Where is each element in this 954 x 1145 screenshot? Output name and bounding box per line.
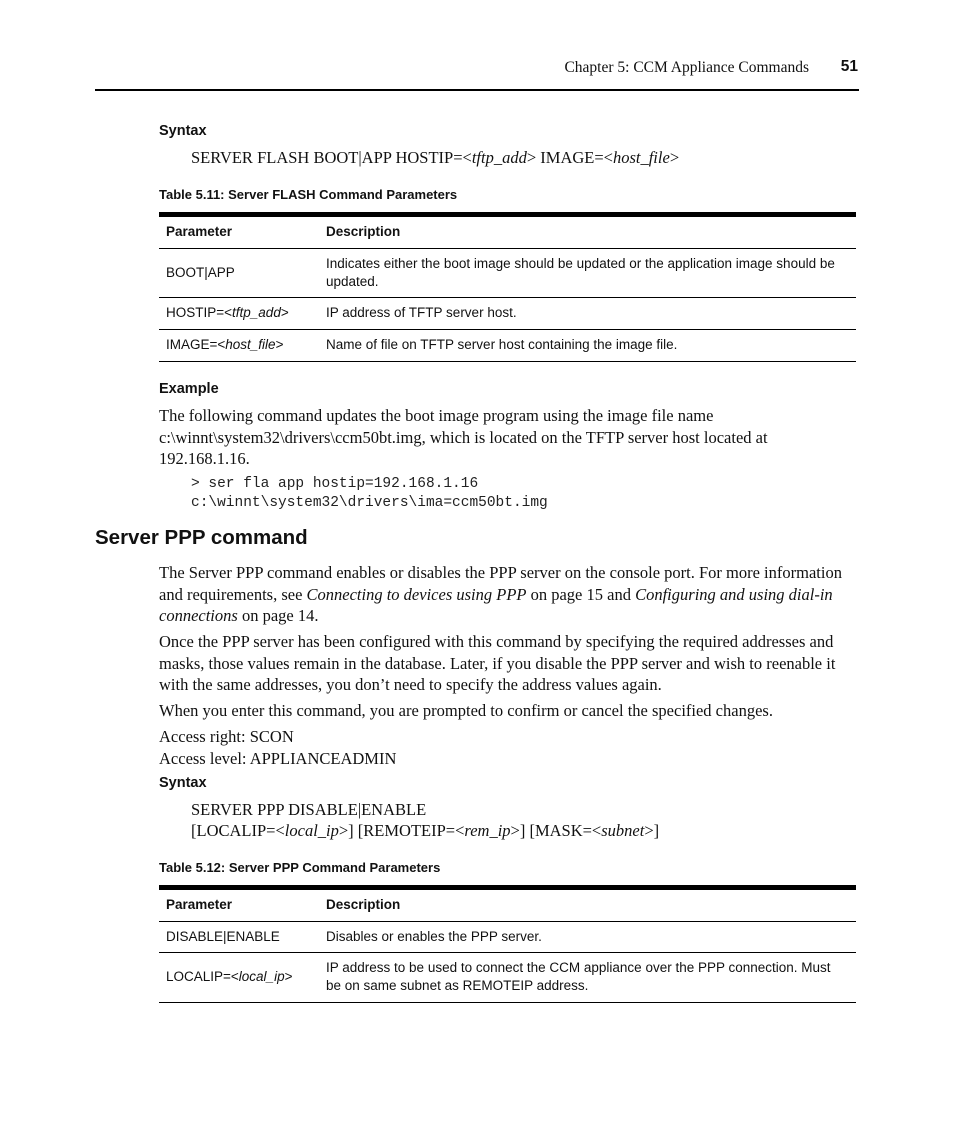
syntax-text: SERVER FLASH BOOT|APP HOSTIP=<	[191, 148, 472, 167]
description-cell: IP address of TFTP server host.	[326, 305, 517, 320]
intro-paragraph: The Server PPP command enables or disables the PPP server on the console port. For more information and requirements, see Connecting to devices using PPP on page 15 and Configuring and using dial-in connections on page 14.	[159, 563, 842, 625]
table-row	[159, 921, 856, 952]
ppp-parameters-table	[159, 890, 856, 1003]
code-line: > ser fla app hostip=192.168.1.16	[191, 476, 479, 492]
column-header: Parameter	[166, 224, 233, 240]
description-cell: IP address to be used to connect the CCM appliance over the PPP connection. Must be on same subnet as REMOTEIP address.	[326, 960, 831, 993]
description-cell: Disables or enables the PPP server.	[326, 928, 542, 944]
ppp-syntax-line: SERVER PPP DISABLE|ENABLE	[191, 800, 427, 819]
example-heading: Example	[159, 381, 219, 397]
table-row	[159, 952, 856, 1002]
page-number: 51	[840, 58, 858, 75]
access-right: Access right: SCON	[159, 727, 294, 746]
example-paragraph: The following command updates the boot image program using the image file name c:\winnt\system32\drivers\ccm50bt.img, which is located on the TFTP server host located at 192.168.1.16.	[159, 406, 768, 468]
table-row	[159, 329, 856, 361]
access-level: Access level: APPLIANCEADMIN	[159, 749, 397, 768]
column-header: Description	[326, 224, 401, 240]
param-cell: HOSTIP=<tftp_add>	[166, 305, 289, 320]
cross-reference-link[interactable]: Configuring and using dial-in connections	[159, 584, 833, 625]
table-row	[159, 248, 856, 297]
flash-parameters-table	[159, 217, 856, 362]
param-cell: LOCALIP=<local_ip>	[166, 969, 293, 984]
syntax-heading: Syntax	[159, 775, 207, 791]
table-caption: Table 5.12: Server PPP Command Parameters	[159, 860, 441, 875]
ppp-syntax-line: [LOCALIP=<local_ip>] [REMOTEIP=<rem_ip>] [MASK=<subnet>]	[191, 821, 660, 840]
section-title: Server PPP command	[95, 526, 308, 549]
description-cell: Indicates either the boot image should be updated or the application image should be updated.	[326, 255, 835, 289]
cross-reference-link[interactable]: Connecting to devices using PPP	[306, 584, 527, 604]
param-cell: DISABLE|ENABLE	[166, 928, 280, 944]
body-paragraph: When you enter this command, you are prompted to confirm or cancel the specified changes.	[159, 701, 773, 720]
flash-syntax-line	[191, 147, 679, 169]
description-cell: Name of file on TFTP server host containing the image file.	[326, 337, 678, 352]
syntax-arg: host_file	[612, 148, 670, 167]
body-paragraph: Once the PPP server has been configured with this command by specifying the required addresses and masks, those values remain in the database. Later, if you disable the PPP server and wish to reenable it with the same addresses, you don’t need to specify the address values again.	[159, 632, 836, 694]
table-caption: Table 5.11: Server FLASH Command Parameters	[159, 187, 458, 202]
chapter-title: Chapter 5: CCM Appliance Commands	[564, 59, 809, 76]
table-header-row	[159, 217, 856, 248]
header-rule	[95, 89, 859, 91]
param-cell: IMAGE=<host_file>	[166, 337, 284, 352]
syntax-text: > IMAGE=<	[526, 148, 613, 167]
param-cell: BOOT|APP	[166, 264, 235, 280]
column-header: Parameter	[166, 897, 233, 913]
column-header: Description	[326, 897, 401, 913]
syntax-arg: tftp_add	[471, 148, 527, 167]
table-header-row	[159, 890, 856, 921]
syntax-heading: Syntax	[159, 123, 207, 139]
syntax-text: >	[669, 148, 680, 167]
table-row	[159, 297, 856, 329]
running-header	[95, 59, 858, 81]
code-line: c:\winnt\system32\drivers\ima=ccm50bt.img	[191, 495, 548, 511]
